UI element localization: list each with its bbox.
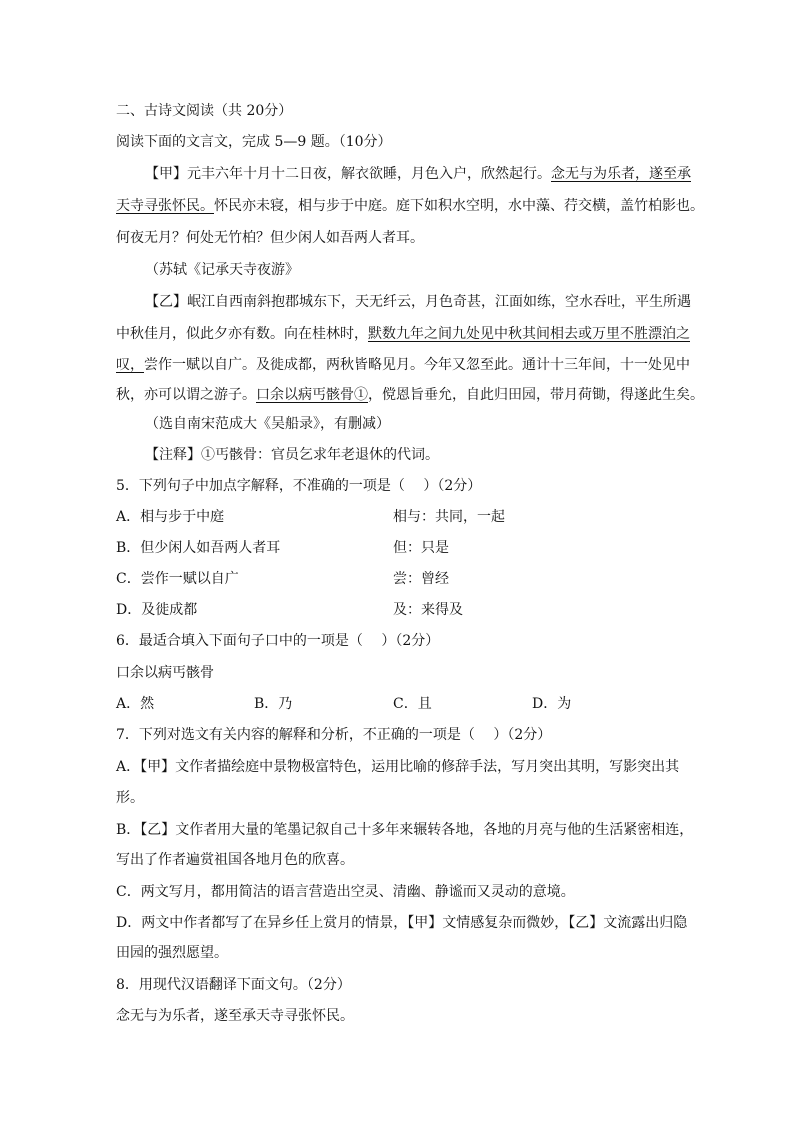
passage-jia-line-2: [116, 196, 704, 216]
passage-yi-line-2: [116, 324, 690, 344]
q8-sentence: 念无与为乐者，遂至承天寺寻张怀民。: [116, 1008, 354, 1024]
passage-yi-line-3: [116, 355, 690, 375]
passage-text: 秋，亦可以谓之游子。: [116, 387, 256, 403]
q5-option-b: B．但少闲人如吾两人者耳: [116, 540, 281, 556]
passage-text: 怀民亦未寝，相与步于中庭。庭下如积水空明，水中藻、荇交横，盖竹柏影也。: [214, 198, 704, 214]
passage-jia-source: （苏轼《记承天寺夜游》: [145, 262, 299, 278]
q5-option-a-gloss: 相与：共同，一起: [393, 509, 505, 525]
q5-option-a: A．相与步于中庭: [116, 509, 225, 525]
q7-option-d-line-2: 田园的强烈愿望。: [116, 945, 228, 961]
q7-option-a-line-2: 形。: [116, 790, 144, 806]
passage-jia-line-1: [145, 164, 691, 184]
passage-text: 尝作一赋以自广。及徙成都，两秋皆略见月。今年又忽至此。通计十三年间，十一处见中: [144, 357, 690, 373]
underlined-text: 叹，: [116, 357, 144, 373]
passage-text: ，傥恩旨垂允，自此归田园，带月荷锄，得遂此生矣。: [368, 387, 704, 403]
q7-option-c: C．两文写月，都用简洁的语言营造出空灵、清幽、静谧而又灵动的意境。: [116, 884, 575, 900]
underlined-text: 口余以病丐骸骨①: [256, 387, 368, 403]
q7-option-b-line-1: B．【乙】文作者用大量的笔墨记叙自己十多年来辗转各地，各地的月亮与他的生活紧密相连，: [116, 822, 694, 838]
section-title: 二、古诗文阅读（共 20分）: [116, 103, 293, 119]
q6-option-d: D．为: [532, 696, 572, 712]
question-8-stem: 8．用现代汉语翻译下面文句。（2分）: [116, 977, 351, 993]
q5-option-d: D．及徙成都: [116, 602, 198, 618]
question-6-stem: 6．最适合填入下面句子口中的一项是（ ）（2分）: [116, 633, 440, 649]
passage-text: 中秋佳月，似此夕亦有数。向在桂林时，: [116, 326, 368, 342]
q7-option-b-line-2: 写出了作者遍赏祖国各地月色的欣喜。: [116, 852, 354, 868]
passage-jia-line-3: 何夜无月？何处无竹柏？但少闲人如吾两人者耳。: [116, 230, 424, 246]
question-7-stem: 7．下列对选文有关内容的解释和分析，不正确的一项是（ ）（2分）: [116, 727, 552, 743]
underlined-text: 天寺寻张怀民。: [116, 198, 214, 214]
q7-option-a-line-1: A．【甲】文作者描绘庭中景物极富特色，运用比喻的修辞手法，写月突出其明，写影突出其: [116, 759, 680, 775]
q6-option-a: A．然: [116, 696, 155, 712]
q6-option-c: C．且: [393, 696, 432, 712]
intro-instruction: 阅读下面的文言文，完成 5—9 题。（10分）: [116, 134, 392, 150]
passage-yi-line-4: [116, 385, 704, 405]
annotation-note: 【注释】①丐骸骨：官员乞求年老退休的代词。: [145, 447, 439, 463]
q5-option-d-gloss: 及：来得及: [393, 602, 463, 618]
underlined-text: 默数九年之间九处见中秋其间相去或万里不胜漂泊之: [368, 326, 690, 342]
q6-sentence: 口余以病丐骸骨: [116, 665, 214, 681]
q5-option-b-gloss: 但：只是: [393, 540, 449, 556]
question-5-stem: 5．下列句子中加点字解释，不准确的一项是（ ）（2分）: [116, 478, 482, 494]
q5-option-c: C．尝作一赋以自广: [116, 571, 239, 587]
passage-text: 【甲】元丰六年十月十二日夜，解衣欲睡，月色入户，欣然起行。: [145, 166, 551, 182]
underlined-text: 念无与为乐者，遂至承: [551, 166, 691, 182]
q7-option-d-line-1: D．两文中作者都写了在异乡任上赏月的情景，【甲】文情感复杂而微妙，【乙】文流露出归隐: [116, 915, 688, 931]
q6-option-b: B．乃: [254, 696, 293, 712]
passage-yi-line-1: 【乙】岷江自西南斜抱郡城东下，天无纤云，月色奇甚，江面如练，空水吞吐，平生所遇: [145, 294, 691, 310]
q5-option-c-gloss: 尝：曾经: [393, 571, 449, 587]
passage-yi-source: （选自南宋范成大《吴船录》，有删减）: [145, 416, 390, 432]
